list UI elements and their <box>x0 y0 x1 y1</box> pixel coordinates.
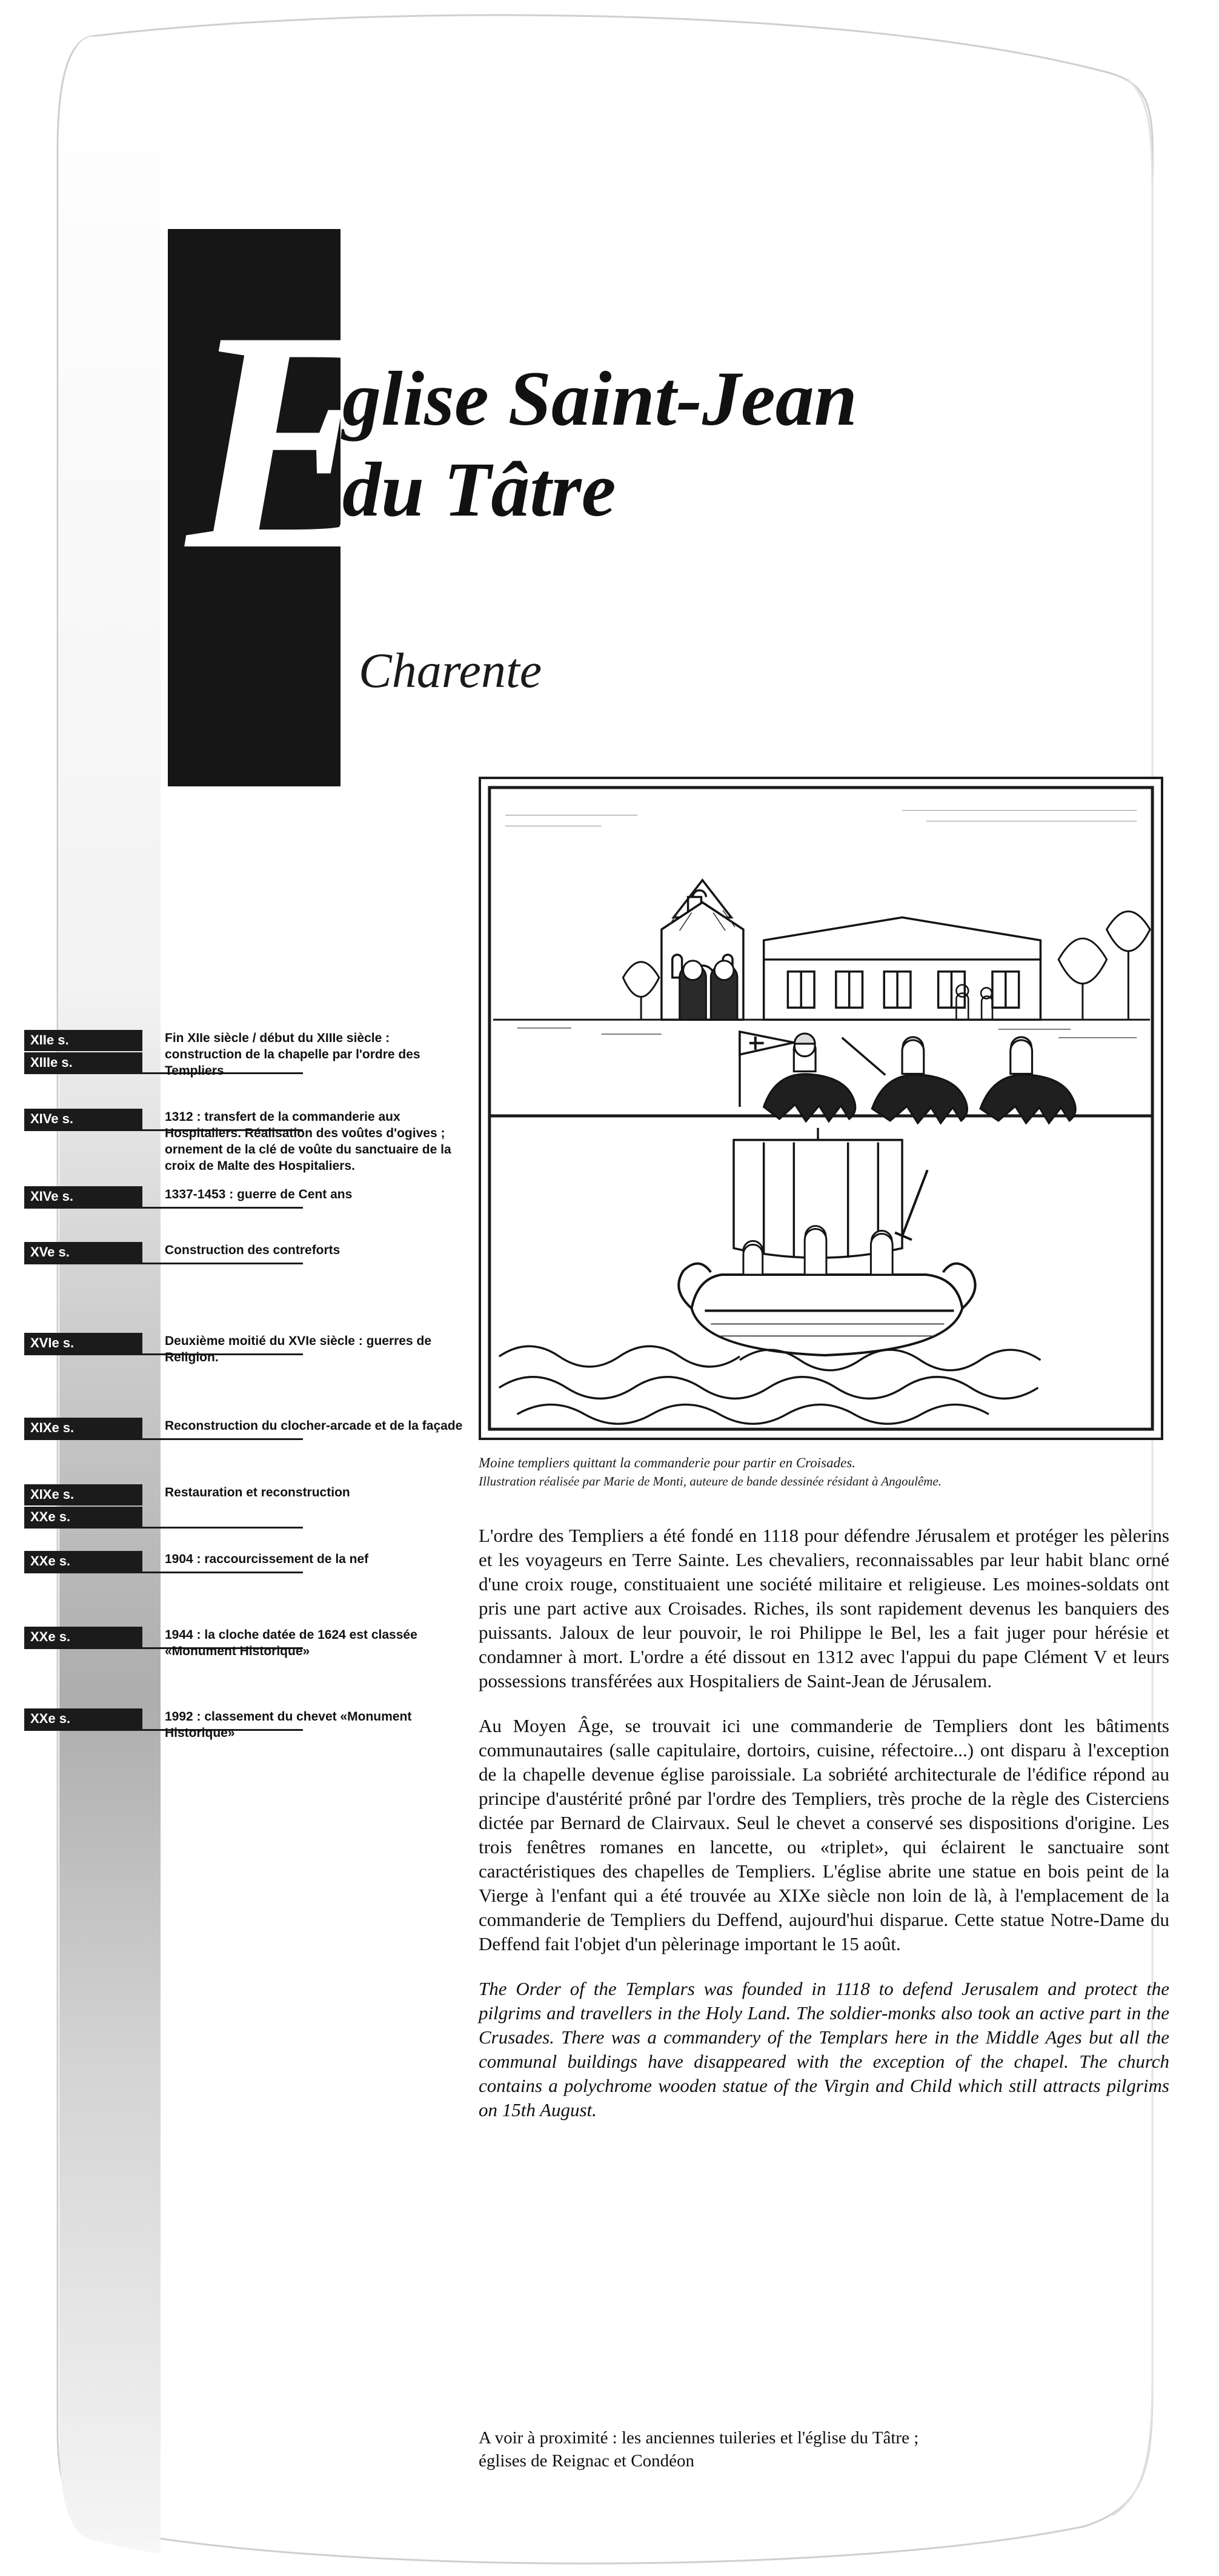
paragraph-commandery: Au Moyen Âge, se trouvait ici une commanderie de Templiers dont les bâtiments communautaires (salle capitulaire, dortoirs, cuisine, réfectoire...) ont disparu à l'exception de la chapelle devenue église paroissiale. La sobriété architecturale de l'édifice répond au principe d'austérité prôné par l'ordre des Templiers, très proche de la règle des Cisterciens dictée par Bernard de Clairvaux. Seul le chevet a conservé ses dispositions d'origine. Les trois fenêtres romanes en lancette, ou «triplet», qui éclairent le sanctuaire sont caractéristiques des chapelles de Templiers. L'église abrite une statue en bois peint de la Vierge à l'enfant qui a été trouvée au XIXe siècle non loin de là, à l'emplacement de la commanderie de Templiers du Deffend, aujourd'hui disparue. Cette statue Notre-Dame du Deffend fait l'objet d'un pèlerinage important le 15 août. <box>479 1715 1169 1954</box>
nearby-sites-note <box>479 2426 1169 2472</box>
timeline-entry-text: 1944 : la cloche datée de 1624 est classée «Monument Historique» <box>165 1628 417 1658</box>
timeline-period-badges <box>24 1186 154 1209</box>
timeline-period-badge: XIVe s. <box>24 1186 142 1207</box>
timeline-period-badge: XIXe s. <box>24 1418 142 1439</box>
timeline-period-badges <box>24 1551 154 1573</box>
timeline-entry-text: Fin XIIe siècle / début du XIIIe siècle : construction de la chapelle par l'ordre des Templiers <box>165 1031 420 1078</box>
timeline-rule <box>24 1263 303 1264</box>
nearby-sites-line-2: églises de Reignac et Condéon <box>479 2451 694 2471</box>
timeline-period-badge: XXe s. <box>24 1551 142 1572</box>
timeline-entry-text: 1337-1453 : guerre de Cent ans <box>165 1187 353 1201</box>
timeline-period-badges <box>24 1109 154 1131</box>
page-subtitle-region: Charente <box>359 643 542 698</box>
drop-cap-letter: E <box>187 267 392 615</box>
illustration-caption <box>479 1454 1169 1490</box>
timeline-period-badge: XXe s. <box>24 1708 142 1730</box>
timeline-period-badge: XVe s. <box>24 1242 142 1263</box>
timeline-rule <box>24 1527 303 1529</box>
timeline-period-badges <box>24 1708 154 1731</box>
timeline-period-badges <box>24 1418 154 1440</box>
timeline-period-badge: XVIe s. <box>24 1333 142 1354</box>
illustration-caption-line-1: Moine templiers quittant la commanderie pour partir en Croisades. <box>479 1455 856 1470</box>
timeline-period-badge: XIIIe s. <box>24 1052 142 1074</box>
body-text-column <box>479 1524 1169 2143</box>
paragraph-templars-order: L'ordre des Templiers a été fondé en 1118 pour défendre Jérusalem et protéger les pèlerins et les voyageurs en Terre Sainte. Les chevaliers, reconnaissables par leur habit blanc orné d'une croix rouge, constituaient une société militaire et religieuse. Les moines-soldats ont pris une part active aux Croisades. Riches, ils sont rapidement devenus les banquiers des puissants. Jaloux de leur pouvoir, le roi Philippe le Bel, les a fait juger pour hérésie et condamner à mort. L'ordre a été dissout en 1312 avec l'appui du pape Clément V et leurs possessions transférées aux Hospitaliers de Saint-Jean de Jérusalem. <box>479 1525 1169 1691</box>
timeline-entry-text: Restauration et reconstruction <box>165 1486 350 1499</box>
illustration-caption-line-2: Illustration réalisée par Marie de Monti, auteure de bande dessinée résidant à Angoulême. <box>479 1474 942 1489</box>
timeline-entry-text: Deuxième moitié du XVIe siècle : guerres de Religion. <box>165 1334 432 1364</box>
timeline-period-badge: XXe s. <box>24 1507 142 1528</box>
timeline-rule <box>24 1438 303 1440</box>
timeline-period-badge: XXe s. <box>24 1627 142 1648</box>
timeline-period-badge: XIXe s. <box>24 1484 142 1505</box>
paragraph-english-summary: The Order of the Templars was founded in 1118 to defend Jerusalem and protect the pilgrims and travellers in the Holy Land. The soldier-monks also took an active part in the Crusades. There was a commandery of the Templars here in the Middle Ages but all the communal buildings have disappeared with the exception of the chapel. The church contains a polychrome wooden statue of the Virgin and Child which still attracts pilgrims on 15th August. <box>479 1978 1169 2120</box>
timeline-period-badges <box>24 1242 154 1264</box>
timeline-period-badges <box>24 1333 154 1355</box>
timeline-period-badges <box>24 1484 154 1529</box>
timeline-period-badges <box>24 1030 154 1075</box>
timeline-period-badge: XIIe s. <box>24 1030 142 1051</box>
engraving-templar-monk-leaving-commandery-icon <box>481 779 1161 1438</box>
timeline-entry-text: Reconstruction du clocher-arcade et de la façade <box>165 1419 463 1433</box>
page-title-line-1: glise Saint-Jean <box>342 356 857 442</box>
timeline-entry-text: Construction des contreforts <box>165 1243 340 1257</box>
timeline-entry-text: 1312 : transfert de la commanderie aux Hospitaliers. Réalisation des voûtes d'ogives ; ornement de la clé de voûte du sanctuaire de la croix de Malte des Hospitaliers. <box>165 1110 451 1173</box>
timeline-rule <box>24 1207 303 1209</box>
timeline-entry-text: 1992 : classement du chevet «Monument Historique» <box>165 1710 412 1740</box>
timeline-entry-text: 1904 : raccourcissement de la nef <box>165 1552 369 1566</box>
illustration-frame <box>479 777 1163 1440</box>
timeline-period-badges <box>24 1627 154 1649</box>
timeline-period-badge: XIVe s. <box>24 1109 142 1130</box>
nearby-sites-line-1: A voir à proximité : les anciennes tuileries et l'église du Tâtre ; <box>479 2428 919 2448</box>
page-title-line-2: du Tâtre <box>342 446 616 533</box>
timeline-rule <box>24 1572 303 1573</box>
